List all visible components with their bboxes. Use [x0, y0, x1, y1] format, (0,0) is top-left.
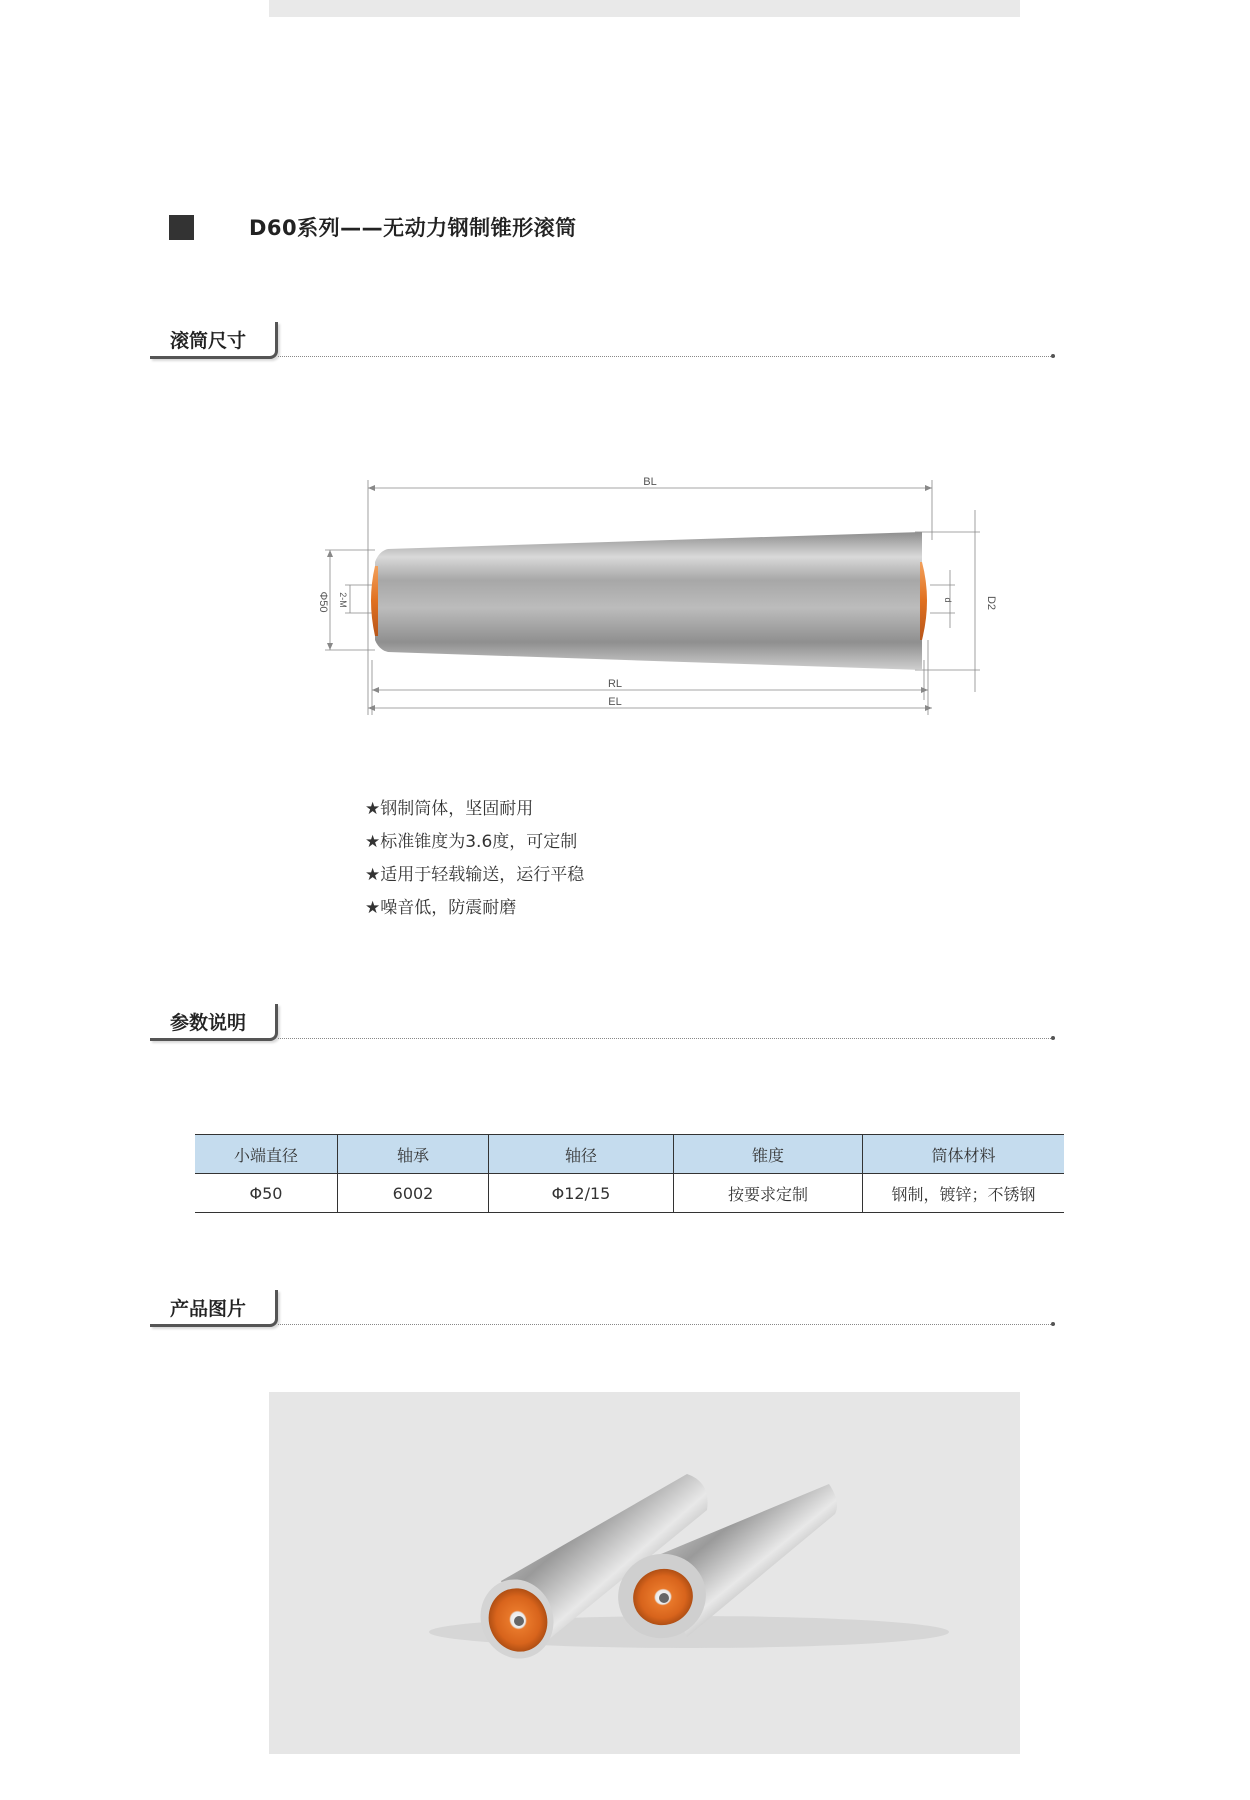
table-header-cell: 锥度: [674, 1135, 863, 1174]
table-cell: Φ50: [195, 1174, 338, 1213]
label-rl: RL: [607, 678, 623, 690]
label-bl: BL: [643, 476, 657, 488]
section-tab: [150, 1004, 278, 1041]
left-end-cap: [371, 566, 378, 636]
spec-table: [195, 1134, 1064, 1213]
table-cell: 钢制，镀锌；不锈钢: [863, 1174, 1065, 1213]
feature-item: ★噪音低，防震耐磨: [365, 898, 517, 918]
feature-item: ★适用于轻载输送，运行平稳: [365, 865, 585, 885]
section-divider: [278, 1324, 1055, 1325]
label-d: d: [943, 597, 953, 603]
section-header-parameters: [150, 1004, 1055, 1044]
label-2m: 2-M: [338, 592, 348, 608]
label-el: EL: [608, 696, 622, 708]
section-divider: [278, 1038, 1055, 1039]
dimension-bl: [368, 476, 932, 491]
table-cell: 按要求定制: [674, 1174, 863, 1213]
table-header-cell: 轴径: [489, 1135, 674, 1174]
table-header-cell: 小端直径: [195, 1135, 338, 1174]
divider-end-dot: [1051, 354, 1055, 358]
table-cell: Φ12/15: [489, 1174, 674, 1213]
dimension-rl: [372, 678, 928, 693]
section-title: 产品图片: [170, 1298, 247, 1320]
table-header-cell: 筒体材料: [863, 1135, 1065, 1174]
label-phi50: Φ50: [317, 591, 329, 613]
section-tab: [150, 1290, 278, 1327]
section-tab: [150, 322, 278, 359]
section-header-photos: [150, 1290, 1055, 1330]
dimension-el: [368, 696, 932, 711]
table-header-row: [195, 1135, 1064, 1174]
divider-end-dot: [1051, 1322, 1055, 1326]
roller-dimension-drawing: [300, 470, 1000, 720]
feature-item: ★钢制筒体，坚固耐用: [365, 799, 534, 819]
table-cell: 6002: [338, 1174, 489, 1213]
page-title: D60系列——无动力钢制锥形滚筒: [249, 216, 577, 240]
right-end-cap: [920, 562, 927, 640]
feature-item: ★标准锥度为3.6度，可定制: [365, 832, 578, 852]
product-photo: [269, 1392, 1020, 1754]
label-d2: D2: [985, 595, 997, 611]
roller-body: [375, 532, 922, 670]
feature-list: [365, 793, 584, 925]
table-header-cell: 轴承: [338, 1135, 489, 1174]
table-row: [195, 1174, 1064, 1213]
divider-end-dot: [1051, 1036, 1055, 1040]
roller-photo-illustration: [269, 1392, 1020, 1754]
section-divider: [278, 356, 1055, 357]
section-header-dimensions: [150, 322, 1055, 362]
section-title: 参数说明: [170, 1012, 247, 1034]
title-marker-square: [169, 215, 194, 240]
section-title: 滚筒尺寸: [170, 330, 247, 352]
top-image-strip: [269, 0, 1020, 17]
